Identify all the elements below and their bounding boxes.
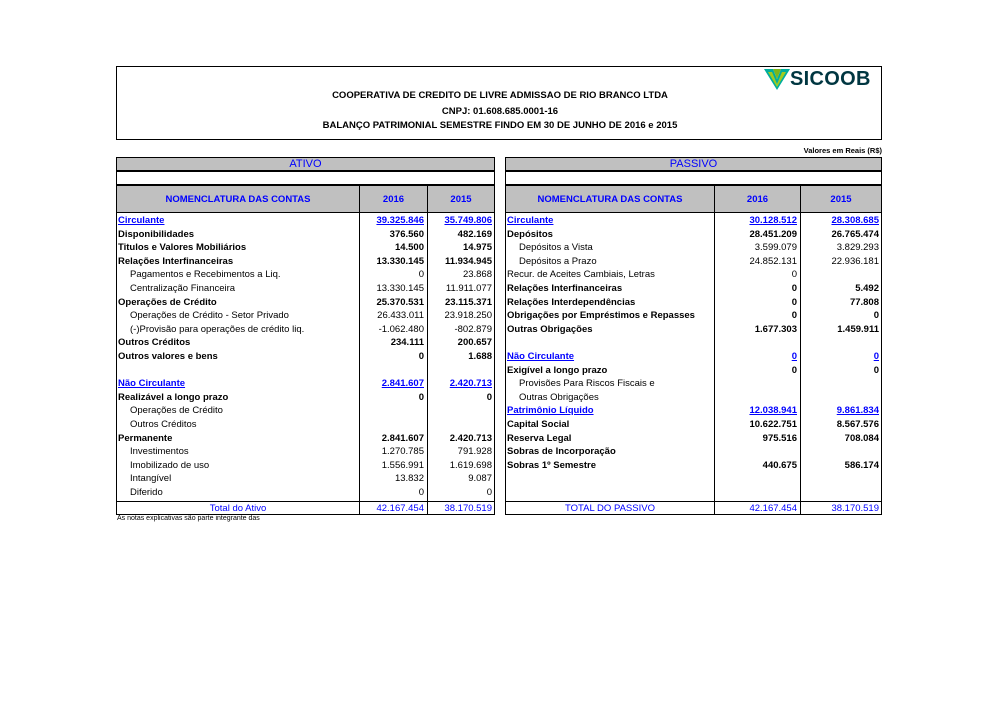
passivo-row-2015: 5.492 bbox=[855, 283, 879, 294]
ativo-row-2016: -1.062.480 bbox=[378, 323, 424, 335]
ativo-row-2016: 1.556.991 bbox=[381, 459, 424, 471]
passivo-row-label: Capital Social bbox=[507, 419, 570, 430]
ativo-row-2015: 9.087 bbox=[468, 473, 492, 485]
passivo-row-2016: 440.675 bbox=[762, 459, 797, 471]
passivo-row-2015 bbox=[801, 391, 879, 404]
ativo-row-2015: 2.420.713 bbox=[449, 432, 492, 444]
passivo-row-2015 bbox=[801, 377, 879, 390]
passivo-row-label: Depósitos a Vista bbox=[519, 242, 593, 254]
ativo-row-2016: 39.325.846 bbox=[376, 215, 424, 226]
passivo-row-2015 bbox=[801, 268, 879, 281]
passivo-row-label: Depósitos a Prazo bbox=[519, 255, 597, 267]
passivo-row-label bbox=[507, 486, 713, 499]
ativo-row-2015: 200.657 bbox=[457, 337, 492, 349]
company-cnpj: CNPJ: 01.608.685.0001-16 bbox=[441, 106, 559, 117]
ativo-row-label: Realizável a longo prazo bbox=[118, 391, 229, 403]
passivo-row-2015 bbox=[801, 472, 879, 485]
ativo-row-label: Outros valores e bens bbox=[118, 351, 218, 362]
passivo-row-2015: 77.808 bbox=[849, 296, 879, 308]
passivo-col-2016: 2016 bbox=[746, 194, 769, 205]
ativo-row-2016: 234.111 bbox=[390, 337, 424, 349]
passivo-row-label: Relações Interdependências bbox=[507, 296, 636, 308]
passivo-row-label: Sobras 1º Semestre bbox=[507, 459, 597, 471]
passivo-row-2016: 3.599.079 bbox=[754, 242, 797, 254]
ativo-row-2015: -802.879 bbox=[454, 323, 492, 335]
passivo-column-header bbox=[505, 185, 882, 213]
ativo-row-2015: 0 bbox=[486, 391, 492, 403]
ativo-row-2016 bbox=[360, 364, 424, 377]
report-title: BALANÇO PATRIMONIAL SEMESTRE FINDO EM 30 DE JUNHO DE 2016 e 2015 bbox=[322, 120, 678, 131]
passivo-row-2016: 28.451.209 bbox=[749, 228, 797, 240]
ativo-row-2015 bbox=[428, 364, 492, 377]
passivo-row-label: Outras Obrigações bbox=[519, 391, 599, 403]
ativo-row-2016 bbox=[360, 418, 424, 431]
ativo-column-header bbox=[116, 185, 495, 213]
ativo-row-2016: 0 bbox=[418, 351, 424, 362]
passivo-total-row bbox=[505, 501, 882, 515]
units-note: Valores em Reais (R$) bbox=[803, 146, 882, 155]
passivo-section-title: PASSIVO bbox=[669, 158, 718, 170]
passivo-row-2016: 12.038.941 bbox=[749, 405, 797, 417]
passivo-row-2015: 22.936.181 bbox=[831, 255, 879, 267]
ativo-total-2015: 38.170.519 bbox=[444, 503, 492, 514]
ativo-row-label: Relações Interfinanceiras bbox=[118, 255, 234, 267]
ativo-total-2016: 42.167.454 bbox=[376, 503, 424, 514]
ativo-row-label: Operações de Crédito bbox=[130, 405, 223, 417]
ativo-row-label: (-)Provisão para operações de crédito liq. bbox=[130, 323, 305, 335]
passivo-row-2016 bbox=[715, 445, 797, 458]
ativo-row-2016: 13.330.145 bbox=[376, 283, 424, 294]
passivo-row-2015: 9.861.834 bbox=[836, 405, 879, 417]
brand-name: SICOOB bbox=[790, 68, 871, 90]
ativo-row-2016 bbox=[360, 404, 424, 417]
ativo-row-2015: 0 bbox=[486, 487, 492, 498]
passivo-row-label[interactable]: Patrimônio Líquido bbox=[507, 405, 594, 417]
ativo-row-2016: 376.560 bbox=[389, 228, 424, 240]
ativo-row-label: Disponibilidades bbox=[118, 228, 195, 240]
ativo-row-2016: 13.330.145 bbox=[376, 255, 424, 267]
company-name: COOPERATIVA DE CREDITO DE LIVRE ADMISSAO DE RIO BRANCO LTDA bbox=[332, 90, 668, 101]
ativo-row-label: Outros Créditos bbox=[130, 419, 197, 430]
passivo-total-2016: 42.167.454 bbox=[749, 503, 797, 514]
ativo-row-label: Outros Créditos bbox=[118, 337, 191, 349]
passivo-row-2015 bbox=[801, 486, 879, 499]
ativo-section-bar bbox=[116, 157, 495, 171]
ativo-row-2015: 2.420.713 bbox=[449, 378, 492, 390]
passivo-row-2016: 1.677.303 bbox=[754, 323, 797, 335]
passivo-row-2016: 0 bbox=[791, 283, 797, 294]
ativo-row-2015: 11.934.945 bbox=[444, 255, 492, 267]
passivo-section-bar bbox=[505, 157, 882, 171]
ativo-row-2015: 23.868 bbox=[462, 269, 492, 281]
passivo-row-2015: 708.084 bbox=[844, 432, 879, 444]
ativo-row-2015: 791.928 bbox=[457, 446, 492, 458]
ativo-col-2016: 2016 bbox=[382, 194, 405, 205]
passivo-row-2015: 26.765.474 bbox=[831, 228, 879, 240]
passivo-row-2015: 3.829.293 bbox=[836, 242, 879, 254]
passivo-row-label: Obrigações por Empréstimos e Repasses bbox=[507, 310, 695, 322]
ativo-row-2016: 1.270.785 bbox=[381, 446, 424, 458]
passivo-row-2016 bbox=[715, 472, 797, 485]
ativo-row-2015: 1.619.698 bbox=[449, 459, 492, 471]
ativo-row-label[interactable]: Não Circulante bbox=[118, 378, 186, 390]
passivo-row-2016: 24.852.131 bbox=[749, 255, 797, 267]
ativo-row-label: Titulos e Valores Mobiliários bbox=[118, 242, 247, 254]
passivo-row-2015: 586.174 bbox=[844, 459, 879, 471]
ativo-total-row bbox=[116, 501, 495, 515]
passivo-col-2015: 2015 bbox=[830, 194, 852, 205]
passivo-row-label[interactable]: Não Circulante bbox=[507, 351, 575, 362]
passivo-row-label: Recur. de Aceites Cambiais, Letras bbox=[507, 269, 655, 281]
passivo-row-2016: 0 bbox=[791, 269, 797, 281]
passivo-row-2015: 8.567.576 bbox=[836, 419, 879, 430]
passivo-row-2016: 0 bbox=[791, 364, 797, 376]
passivo-row-2016 bbox=[715, 336, 797, 349]
ativo-row-label: Operações de Crédito bbox=[118, 296, 217, 308]
passivo-row-label[interactable]: Circulante bbox=[507, 215, 554, 226]
passivo-row-label: Outras Obrigações bbox=[507, 323, 593, 335]
ativo-row-label: Diferido bbox=[130, 487, 163, 498]
passivo-row-2015 bbox=[801, 445, 879, 458]
ativo-row-label: Intangível bbox=[130, 473, 172, 485]
passivo-row-2016: 0 bbox=[791, 351, 797, 362]
report-header bbox=[116, 66, 882, 140]
ativo-table-body bbox=[116, 212, 495, 502]
passivo-row-label: Provisões Para Riscos Fiscais e bbox=[519, 378, 655, 390]
ativo-row-label: Imobilizado de uso bbox=[130, 459, 210, 471]
ativo-row-2015 bbox=[428, 418, 492, 431]
ativo-row-label: Centralização Financeira bbox=[130, 283, 236, 294]
ativo-row-2016: 2.841.607 bbox=[381, 378, 424, 390]
ativo-row-label: Permanente bbox=[118, 432, 173, 444]
ativo-row-2016: 26.433.011 bbox=[377, 310, 424, 322]
passivo-spacer bbox=[505, 171, 882, 185]
ativo-row-2015: 11.911.077 bbox=[445, 283, 492, 294]
ativo-row-label: Operações de Crédito - Setor Privado bbox=[130, 310, 289, 322]
passivo-col-label: NOMENCLATURA DAS CONTAS bbox=[537, 194, 683, 205]
ativo-row-label bbox=[118, 364, 358, 377]
passivo-row-2015 bbox=[801, 336, 879, 349]
passivo-row-label: Relações Interfinanceiras bbox=[507, 283, 623, 294]
ativo-row-2015: 23.115.371 bbox=[444, 296, 492, 308]
ativo-row-2016: 0 bbox=[418, 391, 424, 403]
ativo-row-label[interactable]: Circulante bbox=[118, 215, 165, 226]
ativo-spacer bbox=[116, 171, 495, 185]
passivo-row-2015: 0 bbox=[873, 310, 879, 322]
passivo-row-label: Reserva Legal bbox=[507, 432, 572, 444]
ativo-section-title: ATIVO bbox=[289, 158, 322, 170]
passivo-row-label: Sobras de Incorporação bbox=[507, 446, 616, 458]
passivo-total-label: TOTAL DO PASSIVO bbox=[565, 503, 655, 514]
passivo-row-2016: 0 bbox=[791, 296, 797, 308]
passivo-row-2016: 975.516 bbox=[762, 432, 797, 444]
passivo-row-2016 bbox=[715, 486, 797, 499]
sicoob-logo-icon bbox=[764, 67, 790, 91]
passivo-row-2015: 1.459.911 bbox=[837, 323, 879, 335]
ativo-row-2016: 0 bbox=[418, 487, 424, 498]
ativo-row-2015 bbox=[428, 404, 492, 417]
ativo-row-2015: 1.688 bbox=[468, 351, 492, 362]
passivo-row-2015: 0 bbox=[873, 364, 879, 376]
passivo-row-label bbox=[507, 336, 713, 349]
passivo-row-2016: 0 bbox=[791, 310, 797, 322]
passivo-row-2015: 0 bbox=[873, 351, 879, 362]
ativo-row-2016: 13.832 bbox=[394, 473, 424, 485]
ativo-row-2016: 2.841.607 bbox=[381, 432, 424, 444]
ativo-row-2016: 25.370.531 bbox=[376, 296, 424, 308]
passivo-row-label: Exigível a longo prazo bbox=[507, 364, 608, 376]
passivo-row-2016 bbox=[715, 377, 797, 390]
ativo-row-label: Pagamentos e Recebimentos a Liq. bbox=[130, 269, 281, 281]
passivo-row-2016: 10.622.751 bbox=[749, 419, 797, 430]
ativo-row-label: Investimentos bbox=[130, 446, 189, 458]
passivo-row-2016 bbox=[715, 391, 797, 404]
ativo-col-2015: 2015 bbox=[450, 194, 472, 205]
ativo-row-2015: 482.169 bbox=[457, 228, 492, 240]
passivo-total-2015: 38.170.519 bbox=[831, 503, 879, 514]
passivo-row-label: Depósitos bbox=[507, 228, 553, 240]
passivo-row-2016: 30.128.512 bbox=[749, 215, 797, 226]
ativo-row-2016: 0 bbox=[418, 269, 424, 281]
passivo-table-body bbox=[505, 212, 882, 502]
footnote: As notas explicativas são parte integrante das bbox=[117, 515, 260, 522]
ativo-row-2016: 14.500 bbox=[394, 242, 424, 254]
ativo-total-label: Total do Ativo bbox=[209, 503, 267, 514]
ativo-row-2015: 35.749.806 bbox=[444, 215, 492, 226]
ativo-row-2015: 14.975 bbox=[462, 242, 492, 254]
ativo-row-2015: 23.918.250 bbox=[444, 310, 492, 322]
passivo-row-label bbox=[507, 472, 713, 485]
passivo-row-2015: 28.308.685 bbox=[831, 215, 879, 226]
ativo-col-label: NOMENCLATURA DAS CONTAS bbox=[165, 194, 311, 205]
